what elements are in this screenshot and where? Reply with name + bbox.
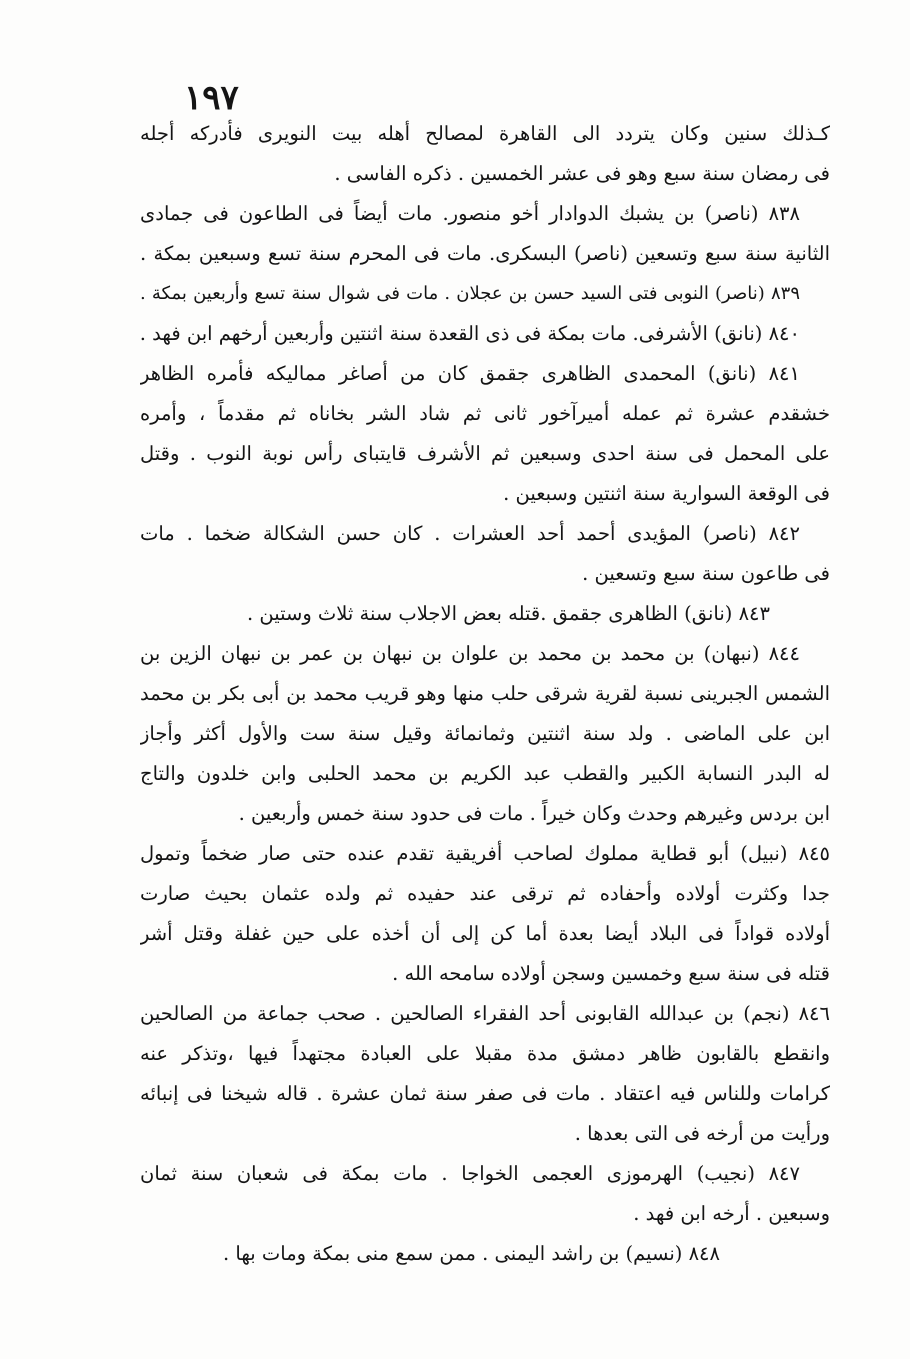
text-line: الشمس الجبرينى نسبة لقرية شرقى حلب منها وهو قريب محمد بن أبى بكر بن محمد: [140, 682, 830, 705]
entry-846: ٨٤٦ (نجم) بن عبدالله القابونى أحد الفقراء الصالحين . صحب جماعة من الصالحين: [140, 1002, 830, 1025]
text-line: كـذلك سنين وكان يتردد الى القاهرة لمصالح أهله بيت النويرى فأدركه أجله: [140, 122, 830, 145]
text-line: له البدر النسابة الكبير والقطب عبد الكريم بن محمد الحلبى وابن خلدون والتاج: [140, 762, 830, 785]
entry-843: ٨٤٣ (نانق) الظاهرى جقمق .قتله بعض الاجلاب سنة ثلاث وستين .: [246, 602, 770, 625]
text-line: فى الوقعة السوارية سنة اثنتين وسبعين .: [503, 482, 830, 505]
entry-838: ٨٣٨ (ناصر) بن يشبك الدوادار أخو منصور. مات أيضاً فى الطاعون فى جمادى: [140, 202, 800, 225]
text-line: وسبعين . أرخه ابن فهد .: [633, 1202, 830, 1225]
text-line: أولاده قواداً فى البلاد أيضا بعدة أما كن إلى أن أخذه على حين غفلة وقتل أشر: [140, 922, 830, 945]
entry-845: ٨٤٥ (نبيل) أبو قطاية مملوك لصاحب أفريقية تقدم عنده حتى صار ضخماً وتمول: [140, 842, 830, 865]
text-line: كرامات وللناس فيه اعتقاد . مات فى صفر سنة ثمان عشرة . قاله شيخنا فى إنبائه: [140, 1082, 830, 1105]
text-line: ابن على الماضى . ولد سنة اثنتين وثمانمائة وقيل سنة ست والأول أكثر وأجاز: [140, 722, 830, 745]
text-block: [140, 114, 830, 1274]
text-line: فى طاعون سنة سبع وتسعين .: [582, 562, 830, 585]
text-line: ورأيت من أرخه فى التى بعدها .: [574, 1122, 830, 1145]
text-line: جدا وكثرت أولاده وأحفاده ثم ترقى عند حفيده ثم ولده عثمان بحيث صارت: [140, 882, 830, 905]
text-line: الثانية سنة سبع وتسعين (ناصر) البسكرى. مات فى المحرم سنة تسع وسبعين بمكة .: [140, 242, 830, 265]
text-line: ابن بردس وغيرهم وحدث وكان خيراً . مات فى حدود سنة خمس وأربعين .: [238, 802, 830, 825]
entry-848: ٨٤٨ (نسيم) بن راشد اليمنى . ممن سمع منى بمكة ومات بها .: [222, 1242, 720, 1265]
text-line: وانقطع بالقابون ظاهر دمشق مدة مقبلا على العبادة مجتهداً فيها ،وتذكر عنه: [140, 1042, 830, 1065]
page-number: ١٩٧: [184, 78, 239, 118]
text-line: قتله فى سنة سبع وخمسين وسجن أولاده سامحه الله .: [392, 962, 830, 985]
text-line: خشقدم عشرة ثم عمله أميرآخور ثانى ثم شاد الشر بخاناه ثم مقدماً ، وأمره: [140, 402, 830, 425]
entry-839: ٨٣٩ (ناصر) النوبى فتى السيد حسن بن عجلان . مات فى شوال سنة تسع وأربعين بمكة .: [140, 283, 800, 304]
entry-842: ٨٤٢ (ناصر) المؤيدى أحمد أحد العشرات . كان حسن الشكالة ضخما . مات: [140, 522, 800, 545]
text-line: فى رمضان سنة سبع وهو فى عشر الخمسين . ذكره الفاسى .: [334, 162, 830, 185]
entry-847: ٨٤٧ (نجيب) الهرموزى العجمى الخواجا . مات بمكة فى شعبان سنة ثمان: [140, 1162, 800, 1185]
entry-841: ٨٤١ (نانق) المحمدى الظاهرى جقمق كان من أصاغر مماليكه فأمره الظاهر: [140, 362, 800, 385]
entry-844: ٨٤٤ (نبهان) بن محمد بن محمد بن علوان بن نبهان بن عمر بن نبهان الزين بن: [140, 642, 800, 665]
entry-840: ٨٤٠ (نانق) الأشرفى. مات بمكة فى ذى القعدة سنة اثنتين وأربعين أرخهم ابن فهد .: [140, 322, 800, 345]
text-line: على المحمل فى سنة احدى وسبعين ثم الأشرف قايتباى رأس نوبة النوب . وقتل: [140, 442, 830, 465]
